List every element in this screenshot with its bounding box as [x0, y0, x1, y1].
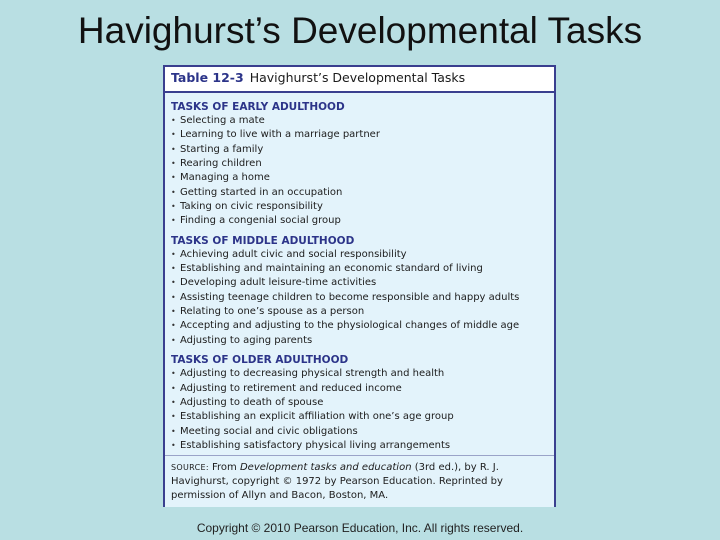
list-item: • Developing adult leisure-time activities: [171, 276, 554, 290]
list-item: • Learning to live with a marriage partner: [171, 128, 554, 142]
list-item: • Rearing children: [171, 157, 554, 171]
table-title: Havighurst’s Developmental Tasks: [249, 70, 466, 85]
list-item: • Establishing satisfactory physical living arrangements: [171, 439, 554, 453]
source-prefix: From: [212, 462, 237, 474]
source-work-title: Development tasks and education: [239, 462, 412, 474]
slide-title: Havighurst’s Developmental Tasks: [77, 10, 643, 51]
list-item: • Taking on civic responsibility: [171, 200, 554, 214]
list-item: • Achieving adult civic and social responsibility: [171, 248, 554, 262]
list-item: • Adjusting to death of spouse: [171, 396, 554, 410]
table-number: Table 12-3: [171, 70, 244, 85]
list-item: • Adjusting to decreasing physical strength and health: [171, 367, 554, 381]
copyright-footer: Copyright © 2010 Pearson Education, Inc. All rights reserved.: [196, 521, 524, 535]
table-body: [165, 93, 554, 455]
list-item: • Adjusting to aging parents: [171, 334, 554, 348]
source-details: (3rd ed.), by R. J. Havighurst, copyright © 1972 by Pearson Education. Reprinted by permission of Allyn and Bacon, Boston, MA.: [171, 462, 503, 502]
task-list-middle-adulthood: [171, 248, 554, 348]
list-item: • Assisting teenage children to become responsible and happy adults: [171, 291, 554, 305]
list-item: • Selecting a mate: [171, 114, 554, 128]
source-label: SOURCE:: [171, 463, 209, 473]
list-item: • Finding a congenial social group: [171, 214, 554, 228]
list-item: • Relating to one’s spouse as a person: [171, 305, 554, 319]
list-item: • Establishing and maintaining an economic standard of living: [171, 262, 554, 276]
section-heading-older-adulthood: TASKS OF OLDER ADULTHOOD: [171, 354, 349, 367]
task-list-early-adulthood: [171, 114, 554, 229]
list-item: • Adjusting to retirement and reduced income: [171, 382, 554, 396]
table-source-note: [165, 455, 554, 507]
list-item: • Getting started in an occupation: [171, 186, 554, 200]
section-heading-middle-adulthood: TASKS OF MIDDLE ADULTHOOD: [171, 234, 355, 247]
list-item: • Accepting and adjusting to the physiological changes of middle age: [171, 319, 554, 333]
list-item: • Meeting social and civic obligations: [171, 425, 554, 439]
section-heading-early-adulthood: TASKS OF EARLY ADULTHOOD: [171, 101, 345, 113]
developmental-tasks-table: [163, 65, 556, 507]
task-list-older-adulthood: [171, 367, 554, 453]
list-item: • Establishing an explicit affiliation with one’s age group: [171, 410, 554, 424]
list-item: • Starting a family: [171, 143, 554, 157]
list-item: • Managing a home: [171, 171, 554, 185]
table-caption: [165, 67, 554, 93]
